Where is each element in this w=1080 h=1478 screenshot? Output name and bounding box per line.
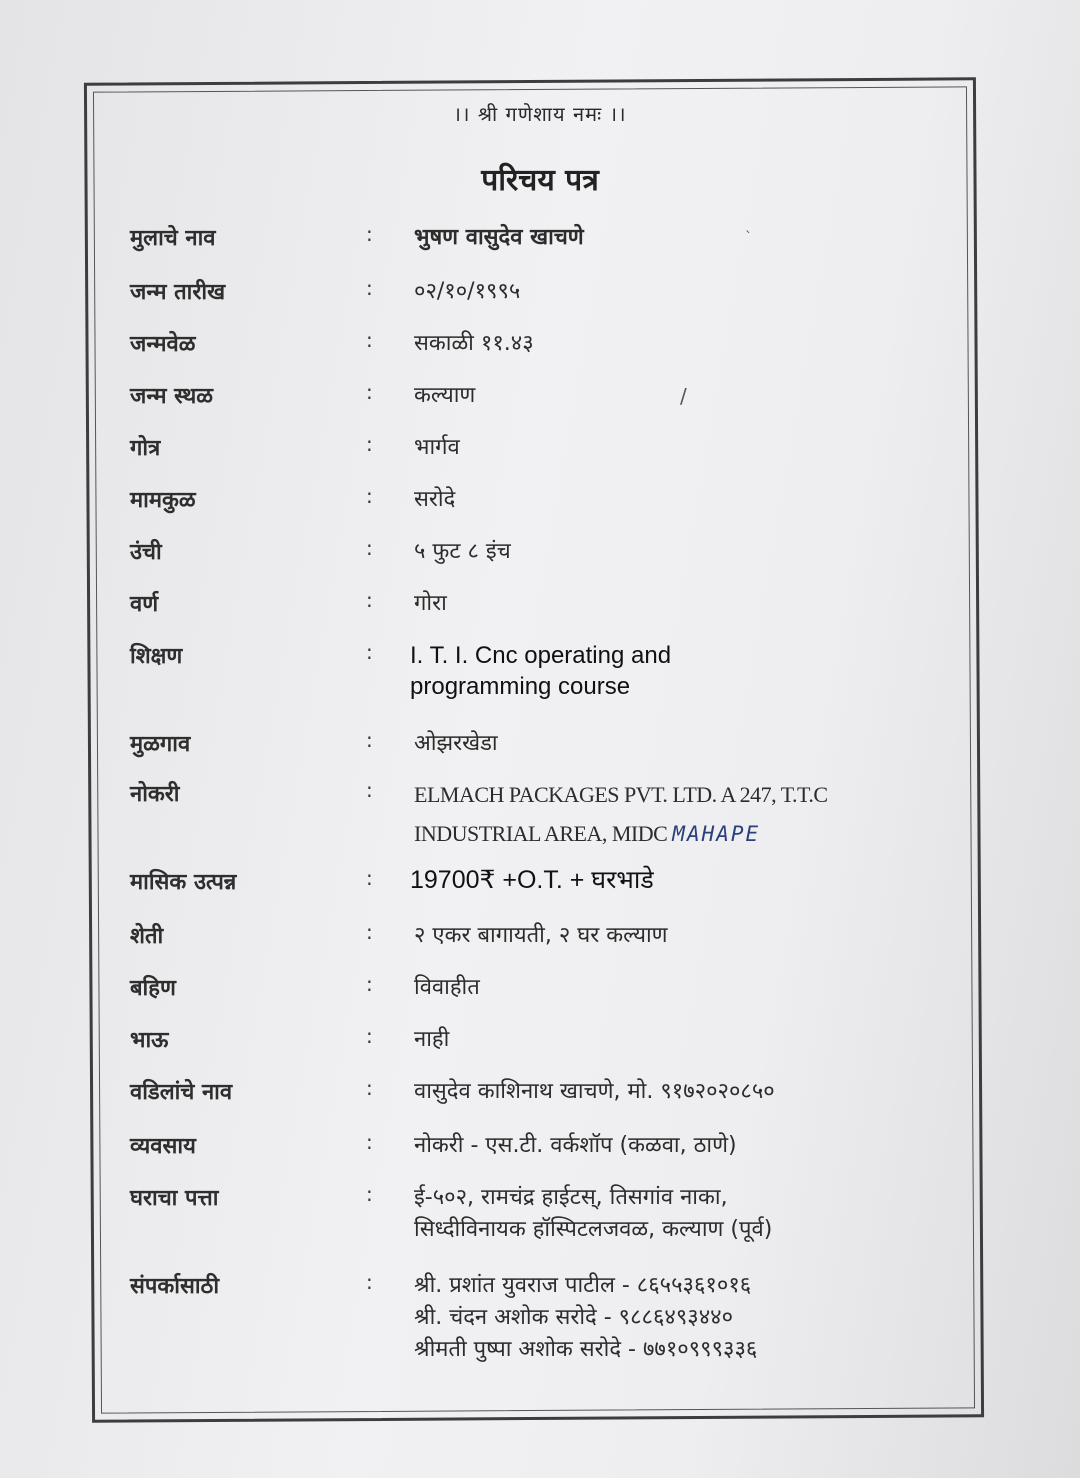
- field-value: भार्गव: [414, 435, 460, 460]
- field-separator: :: [366, 972, 373, 996]
- field-separator: :: [366, 484, 373, 508]
- field-label: शिक्षण: [130, 644, 183, 669]
- field-value-line: सिध्दीविनायक हॉस्पिटलजवळ, कल्याण (पूर्व): [414, 1216, 773, 1242]
- field-value: विवाहीत: [414, 975, 480, 1000]
- invocation-line: ।। श्री गणेशाय नमः ।।: [453, 102, 627, 126]
- field-value: नाही: [414, 1027, 450, 1052]
- field-value: 19700₹ +O.T. + घरभाडे: [410, 866, 654, 894]
- field-value-line: programming course: [410, 673, 631, 701]
- field-label: नोकरी: [130, 782, 180, 807]
- field-value: कल्याण: [414, 383, 476, 408]
- field-separator: :: [366, 222, 373, 246]
- field-label: शेती: [130, 924, 164, 949]
- field-value: [414, 1270, 757, 1366]
- field-value: ०२/१०/१९९५: [414, 279, 521, 304]
- field-label: गोत्र: [130, 436, 161, 461]
- field-label: जन्मवेळ: [130, 332, 196, 357]
- field-value: वासुदेव काशिनाथ खाचणे, मो. ९१७२०२०८५०: [414, 1079, 775, 1104]
- field-value: सरोदे: [414, 487, 456, 512]
- field-separator: :: [366, 328, 373, 352]
- field-separator: :: [366, 588, 373, 612]
- field-value: [414, 776, 828, 853]
- field-separator: :: [366, 276, 373, 300]
- field-separator: :: [366, 1182, 373, 1206]
- field-label: जन्म स्थळ: [130, 384, 214, 409]
- field-value-line: श्री. प्रशांत युवराज पाटील - ८६५५३६१०१६: [414, 1273, 752, 1298]
- field-separator: :: [366, 1270, 373, 1294]
- field-label: घराचा पत्ता: [130, 1186, 219, 1211]
- field-label: उंची: [130, 540, 162, 565]
- field-value: सकाळी ११.४३: [414, 331, 534, 356]
- field-value: ५ फुट ८ इंच: [414, 539, 511, 564]
- field-value-line: ई-५०२, रामचंद्र हाईटस्, तिसगांव नाका,: [414, 1185, 728, 1210]
- field-separator: :: [366, 778, 373, 802]
- field-label: मामकुळ: [130, 488, 196, 513]
- handwritten-note: MAHAPE: [672, 821, 761, 846]
- field-value-line: श्रीमती पुष्पा अशोक सरोदे - ७७१०९९९३३६: [414, 1336, 758, 1362]
- field-separator: :: [366, 380, 373, 404]
- field-value-line: ELMACH PACKAGES PVT. LTD. A 247, T.T.C: [414, 782, 828, 807]
- field-label: संपर्कासाठी: [130, 1274, 220, 1299]
- field-separator: :: [366, 728, 373, 752]
- field-label: मुलाचे नाव: [130, 226, 216, 251]
- field-value: भुषण वासुदेव खाचणे: [414, 225, 584, 250]
- field-separator: :: [366, 536, 373, 560]
- field-separator: :: [366, 1130, 373, 1154]
- field-value: २ एकर बागायती, २ घर कल्याण: [414, 923, 668, 948]
- field-value-line: श्री. चंदन अशोक सरोदे - ९८८६४९३४४०: [414, 1304, 734, 1330]
- field-label: वर्ण: [130, 592, 159, 617]
- field-value-text: INDUSTRIAL AREA, MIDC: [414, 820, 668, 846]
- field-label: बहिण: [130, 976, 176, 1001]
- field-label: जन्म तारीख: [130, 280, 226, 305]
- field-value: नोकरी - एस.टी. वर्कशॉप (कळवा, ठाणे): [414, 1133, 737, 1158]
- field-separator: :: [366, 432, 373, 456]
- page-title: परिचय पत्र: [481, 163, 599, 198]
- field-value: गोरा: [414, 591, 447, 616]
- field-label: मुळगाव: [130, 732, 191, 757]
- field-value: [414, 1182, 772, 1246]
- pen-mark: ˋ: [745, 230, 752, 246]
- field-separator: :: [366, 1024, 373, 1048]
- field-label: वडिलांचे नाव: [130, 1080, 233, 1105]
- field-label: भाऊ: [130, 1028, 169, 1053]
- field-value: [410, 640, 671, 702]
- field-separator: :: [366, 640, 373, 664]
- field-label: मासिक उत्पन्न: [130, 870, 237, 895]
- field-separator: :: [366, 1076, 373, 1100]
- field-value-line: [414, 815, 828, 854]
- field-separator: :: [366, 866, 373, 890]
- field-value: ओझरखेडा: [414, 731, 498, 756]
- field-value-line: I. T. I. Cnc operating and: [410, 642, 672, 669]
- field-separator: :: [366, 920, 373, 944]
- field-label: व्यवसाय: [130, 1134, 196, 1159]
- pen-mark: /: [680, 384, 687, 408]
